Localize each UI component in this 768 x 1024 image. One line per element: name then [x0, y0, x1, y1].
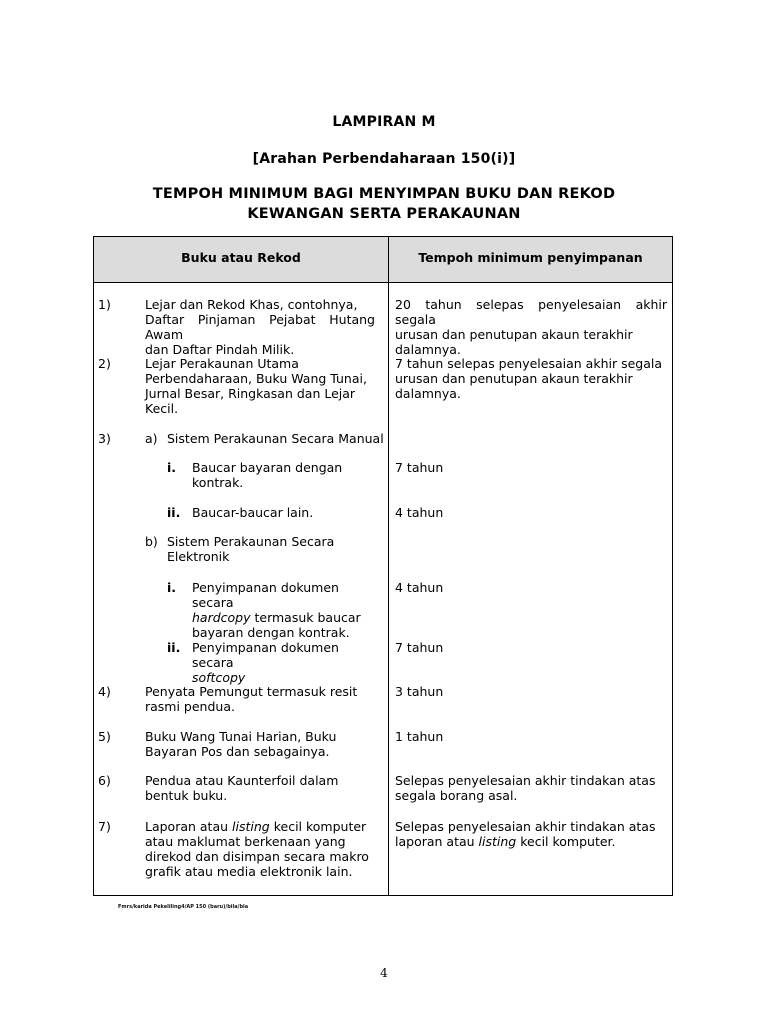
appendix-title: LAMPIRAN M — [332, 114, 436, 130]
text-line: Bayaran Pos dan sebagainya. — [145, 744, 330, 759]
page-number: 4 — [380, 966, 388, 980]
table-header — [94, 237, 672, 283]
row-number: 7) — [98, 819, 111, 834]
text-line — [395, 834, 667, 849]
sub-key: b) — [145, 534, 158, 549]
text-line — [192, 610, 382, 625]
row-number: 6) — [98, 773, 111, 788]
text-line: Penyata Pemungut termasuk resit — [145, 684, 358, 699]
italic-term: listing — [232, 819, 270, 834]
text-line: rasmi pendua. — [145, 699, 235, 714]
row-3b-i-period: 4 tahun — [395, 580, 444, 595]
text-line: bentuk buku. — [145, 788, 228, 803]
text-fragment: laporan atau — [395, 834, 479, 849]
row-6-period — [395, 773, 667, 803]
text-line: Selepas penyelesaian akhir tindakan atas — [395, 773, 656, 788]
sub-key: a) — [145, 431, 158, 446]
column-header-records: Buku atau Rekod — [181, 250, 301, 265]
row-3a-i-record — [192, 460, 382, 490]
heading-line-1: TEMPOH MINIMUM BAGI MENYIMPAN BUKU DAN REKOD — [152, 186, 616, 202]
text-line: Baucar bayaran dengan — [192, 460, 343, 475]
row-3a-i-period: 7 tahun — [395, 460, 444, 475]
row-number: 5) — [98, 729, 111, 744]
text-line: Penyimpanan dokumen secara — [192, 580, 339, 610]
row-7-period — [395, 819, 667, 849]
sub-item-key: ii. — [167, 640, 181, 655]
row-5-record — [145, 729, 375, 759]
row-2-period — [395, 356, 667, 401]
text-line: grafik atau media elektronik lain. — [145, 864, 353, 879]
row-4-record — [145, 684, 375, 714]
text-line: atau maklumat berkenaan yang — [145, 834, 346, 849]
text-line: Pendua atau Kaunterfoil dalam — [145, 773, 339, 788]
italic-term: softcopy — [192, 670, 246, 685]
text-line: Penyimpanan dokumen secara — [192, 640, 339, 670]
row-7-record — [145, 819, 375, 879]
text-line: Kecil. — [145, 401, 179, 416]
text-line: bayaran dengan kontrak. — [192, 625, 350, 640]
appendix-reference: [Arahan Perbendaharaan 150(i)] — [252, 151, 516, 167]
sub-text: Sistem Perakaunan Secara — [167, 534, 335, 549]
text-line: urusan dan penutupan akaun terakhir — [395, 371, 633, 386]
text-line: kontrak. — [192, 475, 244, 490]
row-3b-i-record — [192, 580, 382, 640]
column-header-period: Tempoh minimum penyimpanan — [418, 250, 643, 265]
text-line: segala borang asal. — [395, 788, 518, 803]
row-6-record — [145, 773, 375, 803]
sub-text: Sistem Perakaunan Secara Manual — [167, 431, 384, 446]
row-3b-ii-period: 7 tahun — [395, 640, 444, 655]
row-number: 1) — [98, 297, 111, 312]
text-fragment: Laporan atau — [145, 819, 233, 834]
text-line: dalamnya. — [395, 386, 461, 401]
text-line — [145, 819, 375, 834]
row-3b-ii-record — [192, 640, 382, 685]
row-3b-heading — [145, 534, 334, 564]
italic-term: listing — [478, 834, 517, 849]
row-3a-ii-period: 4 tahun — [395, 505, 444, 520]
sub-item-key: ii. — [167, 505, 181, 520]
text-line: Jurnal Besar, Ringkasan dan Lejar — [145, 386, 356, 401]
text-fragment: kecil komputer — [269, 819, 367, 834]
row-3a-heading — [145, 431, 384, 446]
sub-item-key: i. — [167, 580, 177, 595]
text-line: dan Daftar Pindah Milik. — [145, 342, 295, 357]
text-line: Perbendaharaan, Buku Wang Tunai, — [145, 371, 367, 386]
text-line: urusan dan penutupan akaun terakhir — [395, 327, 633, 342]
row-number: 3) — [98, 431, 111, 446]
text-fragment: termasuk baucar — [250, 610, 361, 625]
row-number: 2) — [98, 356, 111, 371]
row-2-record — [145, 356, 375, 416]
text-line: Lejar Perakaunan Utama — [145, 356, 299, 371]
text-line: 7 tahun selepas penyelesaian akhir segala — [395, 356, 663, 371]
row-4-period: 3 tahun — [395, 684, 444, 699]
text-line: Lejar dan Rekod Khas, contohnya, — [145, 297, 358, 312]
text-line: direkod dan disimpan secara makro — [145, 849, 369, 864]
footnote: Fmrs/karida Pekeliling4/AP 150 (baru)/bila/bla — [118, 904, 249, 910]
sub-text-line-2: Elektronik — [167, 549, 230, 564]
sub-item-key: i. — [167, 460, 177, 475]
row-5-period: 1 tahun — [395, 729, 444, 744]
text-line: dalamnya. — [395, 342, 461, 357]
text-fragment: kecil komputer. — [516, 834, 616, 849]
heading-line-2: KEWANGAN SERTA PERAKAUNAN — [247, 206, 521, 222]
text-line: 20 tahun selepas penyelesaian akhir segala — [395, 297, 667, 327]
document-heading — [0, 184, 768, 224]
row-1-record — [145, 297, 375, 357]
text-line: Daftar Pinjaman Pejabat Hutang Awam — [145, 312, 375, 342]
row-3a-ii-record: Baucar-baucar lain. — [192, 505, 314, 520]
row-1-period — [395, 297, 667, 357]
text-line: Buku Wang Tunai Harian, Buku — [145, 729, 337, 744]
text-line: Selepas penyelesaian akhir tindakan atas — [395, 819, 656, 834]
row-number: 4) — [98, 684, 111, 699]
italic-term: hardcopy — [192, 610, 251, 625]
column-divider — [388, 237, 389, 895]
